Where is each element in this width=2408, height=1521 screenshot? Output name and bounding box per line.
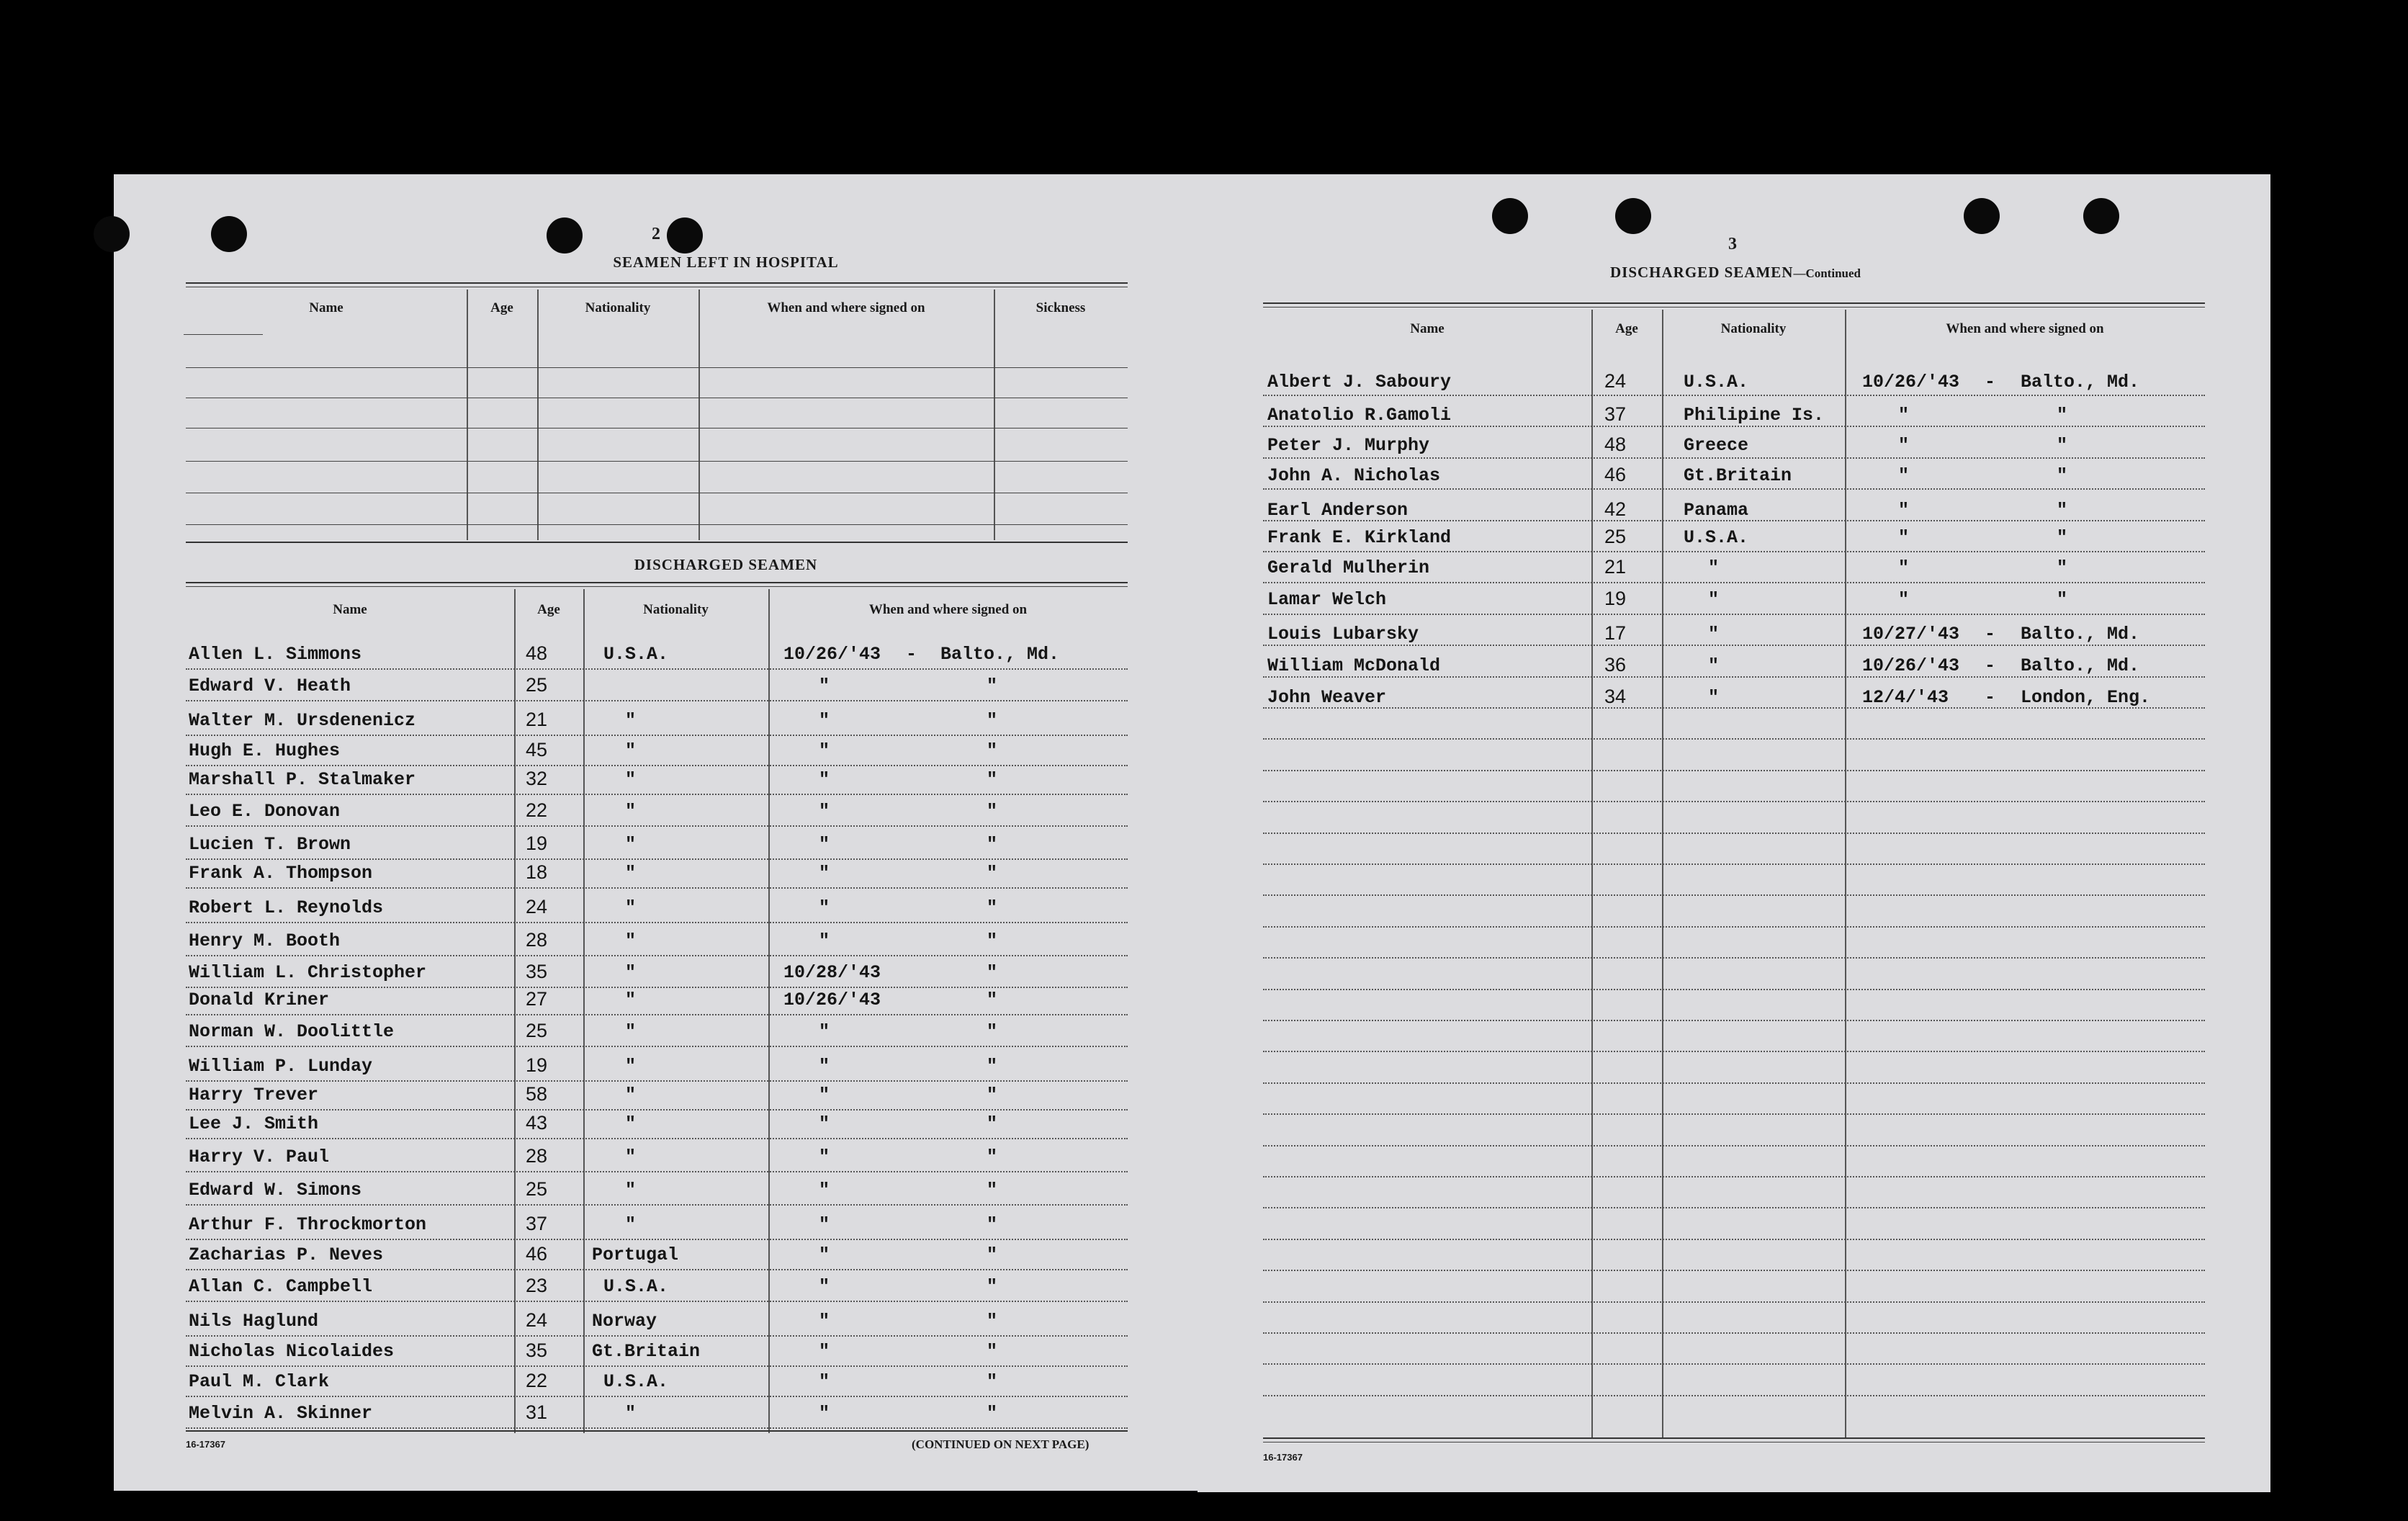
seaman-name: Edward W. Simons [189, 1180, 362, 1201]
row-line [1263, 1239, 2205, 1240]
row-line [1263, 1332, 2205, 1334]
table-top-rule [1263, 302, 2205, 304]
seaman-name: Melvin A. Skinner [189, 1403, 373, 1424]
seaman-name: Earl Anderson [1267, 500, 1409, 521]
column-header: Name [309, 300, 343, 315]
seaman-nationality: " [625, 930, 637, 951]
signed-on-date: " [819, 897, 830, 918]
signed-on-place: " [987, 1311, 998, 1332]
form-code: 16-17367 [1263, 1452, 1303, 1463]
signed-on-date: " [819, 1311, 830, 1332]
punch-hole [547, 217, 583, 254]
column-divider [698, 290, 700, 540]
seaman-name: Hugh E. Hughes [189, 740, 341, 761]
signed-on-date: " [819, 740, 830, 761]
table-bottom-rule [1263, 1437, 2205, 1439]
row-line [1263, 801, 2205, 802]
seaman-nationality: " [1708, 687, 1720, 708]
row-line [1263, 957, 2205, 959]
row-line [186, 922, 1128, 923]
punch-hole [1492, 198, 1528, 234]
seaman-age: 22 [526, 799, 548, 821]
seaman-nationality: " [625, 1214, 637, 1235]
row-line [186, 668, 1128, 670]
signed-on-place: " [987, 740, 998, 761]
column-header: Age [1615, 321, 1638, 336]
row-line [1263, 488, 2205, 490]
signed-on-place: " [987, 990, 998, 1010]
seaman-nationality: " [625, 1085, 637, 1105]
seaman-name: John Weaver [1267, 687, 1387, 708]
column-divider [994, 290, 995, 540]
signed-on-date: " [819, 1244, 830, 1265]
seaman-age: 43 [526, 1112, 548, 1134]
row-line [186, 1138, 1128, 1139]
row-line [1263, 770, 2205, 771]
row-line [1263, 1051, 2205, 1052]
column-header: Nationality [1720, 321, 1787, 336]
seaman-age: 25 [526, 674, 548, 696]
seaman-name: Walter M. Ursdenenicz [189, 710, 416, 731]
row-line [1263, 1113, 2205, 1115]
row-line [1263, 1270, 2205, 1271]
seaman-nationality: " [625, 834, 637, 855]
signed-on-date: " [1898, 405, 1910, 426]
signed-on-date: 10/26/'43 [1862, 655, 1960, 676]
seaman-nationality: Gt.Britain [592, 1341, 701, 1362]
seaman-name: Peter J. Murphy [1267, 435, 1430, 456]
signed-on-place: " [987, 962, 998, 983]
seaman-name: Robert L. Reynolds [189, 897, 384, 918]
seaman-nationality: " [1708, 589, 1720, 610]
seaman-name: Nicholas Nicolaides [189, 1341, 395, 1362]
seaman-age: 37 [526, 1213, 548, 1234]
column-header: Name [333, 602, 367, 617]
seaman-name: Anatolio R.Gamoli [1267, 405, 1452, 426]
seaman-name: Louis Lubarsky [1267, 624, 1419, 645]
seaman-age: 24 [526, 896, 548, 917]
signed-on-place: " [2057, 435, 2068, 456]
left-page [114, 174, 1198, 1491]
seaman-age: 23 [526, 1275, 548, 1296]
seaman-age: 46 [526, 1243, 548, 1265]
signed-on-dash: - [1985, 687, 1996, 708]
row-line [186, 794, 1128, 795]
row-line [1263, 426, 2205, 427]
seaman-age: 37 [1604, 403, 1627, 425]
row-line [1263, 926, 2205, 928]
signed-on-date: 10/26/'43 [783, 990, 881, 1010]
signed-on-place: " [987, 1403, 998, 1424]
seaman-nationality: " [625, 1056, 637, 1077]
seaman-nationality: " [625, 962, 637, 983]
row-line [186, 1204, 1128, 1206]
table-bottom-rule [186, 542, 1128, 543]
row-line [186, 700, 1128, 701]
seaman-nationality: " [625, 769, 637, 790]
row-line [1263, 707, 2205, 709]
signed-on-place: " [2057, 500, 2068, 521]
seaman-name: Allen L. Simmons [189, 644, 362, 665]
column-header: Name [1410, 321, 1445, 336]
seaman-name: William McDonald [1267, 655, 1441, 676]
seaman-age: 22 [526, 1370, 548, 1391]
seaman-name: Nils Haglund [189, 1311, 319, 1332]
table-row-line [186, 367, 1128, 368]
seaman-age: 48 [1604, 434, 1627, 455]
row-line [186, 1427, 1128, 1429]
signed-on-place: " [2057, 405, 2068, 426]
row-line [186, 1109, 1128, 1111]
page-number: 2 [652, 225, 660, 243]
seaman-nationality: Greece [1684, 435, 1749, 456]
seaman-name: Lamar Welch [1267, 589, 1387, 610]
seaman-nationality: U.S.A. [603, 1276, 669, 1297]
seaman-name: Zacharias P. Neves [189, 1244, 384, 1265]
column-header: When and where signed on [767, 300, 925, 315]
seaman-nationality: Norway [592, 1311, 657, 1332]
header-underline [184, 334, 263, 335]
row-line [1263, 614, 2205, 615]
signed-on-date: " [1898, 557, 1910, 578]
seaman-name: Frank E. Kirkland [1267, 527, 1452, 548]
row-line [1263, 676, 2205, 678]
seaman-age: 28 [526, 929, 548, 951]
column-header: When and where signed on [868, 602, 1028, 617]
row-line [1263, 863, 2205, 865]
signed-on-date: " [1898, 589, 1910, 610]
signed-on-date: " [819, 769, 830, 790]
signed-on-date: " [819, 1085, 830, 1105]
seaman-nationality: Gt.Britain [1684, 465, 1792, 486]
signed-on-date: 12/4/'43 [1862, 687, 1949, 708]
row-line [186, 1365, 1128, 1367]
signed-on-date: " [819, 1056, 830, 1077]
punch-hole [1615, 198, 1651, 234]
seaman-age: 27 [526, 988, 548, 1010]
column-header: Age [537, 602, 560, 617]
seaman-nationality: Portugal [592, 1244, 679, 1265]
row-line [1263, 738, 2205, 740]
column-header: Nationality [643, 602, 709, 617]
signed-on-place: " [987, 897, 998, 918]
signed-on-place: " [2057, 465, 2068, 486]
signed-on-date: 10/26/'43 [1862, 372, 1960, 392]
seaman-nationality: " [625, 801, 637, 822]
seaman-nationality: U.S.A. [1684, 527, 1749, 548]
seaman-age: 17 [1604, 622, 1627, 644]
punch-hole [2083, 198, 2119, 234]
seaman-age: 21 [526, 709, 548, 730]
row-line [1263, 1395, 2205, 1396]
seaman-nationality: U.S.A. [603, 644, 669, 665]
punch-hole [1964, 198, 2000, 234]
row-line [1263, 989, 2205, 990]
column-divider [537, 290, 539, 540]
seaman-nationality: " [625, 1147, 637, 1167]
signed-on-date: 10/27/'43 [1862, 624, 1960, 645]
signed-on-place: " [987, 834, 998, 855]
column-divider [768, 589, 770, 1433]
seaman-nationality: " [625, 1180, 637, 1201]
signed-on-place: " [987, 710, 998, 731]
signed-on-place: Balto., Md. [2021, 624, 2140, 645]
punch-hole [211, 216, 247, 252]
seaman-name: Edward V. Heath [189, 676, 351, 696]
signed-on-date: " [819, 1371, 830, 1392]
signed-on-place: " [987, 1113, 998, 1134]
seaman-name: Paul M. Clark [189, 1371, 330, 1392]
signed-on-place: " [987, 1180, 998, 1201]
row-line [1263, 1363, 2205, 1365]
table-row-line [186, 524, 1128, 525]
table-top-rule [1263, 307, 2205, 308]
page-number: 3 [1728, 235, 1737, 254]
signed-on-place: " [2057, 557, 2068, 578]
table-top-rule [186, 282, 1128, 284]
seaman-nationality: U.S.A. [603, 1371, 669, 1392]
signed-on-place: " [987, 1276, 998, 1297]
row-line [1263, 833, 2205, 834]
signed-on-date: " [819, 1403, 830, 1424]
seaman-nationality: " [625, 1113, 637, 1134]
row-line [186, 987, 1128, 988]
signed-on-date: " [1898, 500, 1910, 521]
signed-on-place: Balto., Md. [2021, 655, 2140, 676]
signed-on-date: " [819, 1341, 830, 1362]
row-line [1263, 520, 2205, 521]
row-line [186, 1301, 1128, 1302]
hospital-section-title: SEAMEN LEFT IN HOSPITAL [613, 254, 839, 271]
signed-on-dash: - [1985, 655, 1996, 676]
signed-on-dash: - [906, 644, 917, 665]
seaman-age: 32 [526, 768, 548, 789]
seaman-name: Lucien T. Brown [189, 834, 351, 855]
column-divider [583, 589, 585, 1433]
seaman-age: 58 [526, 1083, 548, 1105]
row-line [1263, 1301, 2205, 1303]
signed-on-date: 10/28/'43 [783, 962, 881, 983]
signed-on-date: " [819, 1113, 830, 1134]
row-line [186, 1239, 1128, 1240]
seaman-name: Harry Trever [189, 1085, 319, 1105]
signed-on-place: " [987, 1021, 998, 1042]
seaman-age: 18 [526, 861, 548, 883]
signed-on-date: " [819, 676, 830, 696]
seaman-age: 24 [526, 1309, 548, 1331]
row-line [1263, 645, 2205, 646]
signed-on-date: " [1898, 527, 1910, 548]
seaman-age: 19 [526, 833, 548, 854]
column-divider [467, 290, 468, 540]
seaman-age: 48 [526, 642, 548, 664]
seaman-nationality: Panama [1684, 500, 1749, 521]
signed-on-date: " [819, 801, 830, 822]
signed-on-place: " [987, 1371, 998, 1392]
signed-on-dash: - [1985, 624, 1996, 645]
seaman-nationality: " [625, 863, 637, 884]
signed-on-place: " [987, 769, 998, 790]
seaman-name: Leo E. Donovan [189, 801, 341, 822]
seaman-age: 25 [526, 1020, 548, 1041]
seaman-name: Albert J. Saboury [1267, 372, 1452, 392]
table-bottom-rule [1263, 1442, 2205, 1443]
discharged-section-title: DISCHARGED SEAMEN [634, 556, 818, 573]
table-row-line [186, 461, 1128, 462]
column-divider [514, 589, 516, 1433]
seaman-age: 42 [1604, 498, 1627, 520]
seaman-age: 31 [526, 1401, 548, 1423]
seaman-nationality: U.S.A. [1684, 372, 1749, 392]
row-line [186, 1080, 1128, 1082]
signed-on-dash: - [1985, 372, 1996, 392]
seaman-name: Henry M. Booth [189, 930, 341, 951]
table-bottom-rule [186, 1430, 1128, 1432]
signed-on-place: " [2057, 589, 2068, 610]
seaman-age: 35 [526, 1340, 548, 1361]
seaman-nationality: " [625, 740, 637, 761]
signed-on-date: " [819, 1180, 830, 1201]
row-line [186, 858, 1128, 860]
seaman-name: Allan C. Campbell [189, 1276, 373, 1297]
column-header: Age [490, 300, 513, 315]
row-line [1263, 1082, 2205, 1084]
signed-on-date: " [1898, 465, 1910, 486]
seaman-nationality: " [625, 1403, 637, 1424]
signed-on-place: " [987, 1341, 998, 1362]
signed-on-place: " [987, 676, 998, 696]
row-line [186, 955, 1128, 956]
seaman-nationality: " [1708, 655, 1720, 676]
seaman-nationality: " [1708, 557, 1720, 578]
table-top-rule [186, 582, 1128, 583]
row-line [186, 765, 1128, 766]
table-row-line [186, 428, 1128, 429]
continued-section-title [1519, 264, 1951, 282]
seaman-age: 25 [1604, 526, 1627, 547]
signed-on-place: " [2057, 527, 2068, 548]
row-line [186, 735, 1128, 736]
seaman-nationality: " [625, 1021, 637, 1042]
section-title-text: DISCHARGED SEAMEN [1610, 264, 1794, 281]
row-line [1263, 457, 2205, 459]
signed-on-place: London, Eng. [2021, 687, 2151, 708]
column-header: When and where signed on [1946, 321, 2104, 336]
seaman-name: John A. Nicholas [1267, 465, 1441, 486]
signed-on-date: " [819, 930, 830, 951]
table-top-rule [186, 586, 1128, 587]
row-line [1263, 395, 2205, 396]
row-line [186, 1396, 1128, 1397]
seaman-name: Harry V. Paul [189, 1147, 330, 1167]
row-line [186, 1014, 1128, 1015]
seaman-age: 25 [526, 1178, 548, 1200]
row-line [1263, 1145, 2205, 1147]
seaman-age: 19 [526, 1054, 548, 1076]
row-line [186, 1269, 1128, 1270]
seaman-age: 45 [526, 739, 548, 760]
seaman-age: 21 [1604, 556, 1627, 578]
signed-on-date: " [819, 1147, 830, 1167]
seaman-name: William L. Christopher [189, 962, 427, 983]
row-line [1263, 1207, 2205, 1208]
signed-on-place: " [987, 1085, 998, 1105]
seaman-age: 35 [526, 961, 548, 982]
signed-on-place: " [987, 1147, 998, 1167]
seaman-name: Lee J. Smith [189, 1113, 319, 1134]
signed-on-place: " [987, 1056, 998, 1077]
section-title-suffix: —Continued [1793, 266, 1861, 280]
row-line [186, 825, 1128, 827]
signed-on-place: " [987, 863, 998, 884]
continued-note: (CONTINUED ON NEXT PAGE) [912, 1437, 1090, 1451]
seaman-name: Norman W. Doolittle [189, 1021, 395, 1042]
row-line [1263, 582, 2205, 583]
seaman-name: Gerald Mulherin [1267, 557, 1430, 578]
signed-on-date: " [1898, 435, 1910, 456]
seaman-name: Donald Kriner [189, 990, 330, 1010]
signed-on-place: " [987, 801, 998, 822]
signed-on-place: " [987, 1244, 998, 1265]
signed-on-date: " [819, 1214, 830, 1235]
seaman-nationality: " [625, 897, 637, 918]
seaman-age: 19 [1604, 588, 1627, 609]
seaman-nationality: " [625, 990, 637, 1010]
signed-on-date: " [819, 710, 830, 731]
seaman-nationality: " [625, 710, 637, 731]
row-line [1263, 894, 2205, 896]
column-header: Sickness [1035, 300, 1086, 315]
signed-on-date: " [819, 863, 830, 884]
seaman-name: Marshall P. Stalmaker [189, 769, 416, 790]
signed-on-date: " [819, 834, 830, 855]
column-header: Nationality [585, 300, 651, 315]
row-line [186, 887, 1128, 889]
row-line [186, 1046, 1128, 1047]
seaman-age: 24 [1604, 370, 1627, 392]
row-line [1263, 551, 2205, 552]
seaman-age: 36 [1604, 654, 1627, 676]
signed-on-place: " [987, 1214, 998, 1235]
seaman-age: 28 [526, 1145, 548, 1167]
signed-on-date: " [819, 1276, 830, 1297]
seaman-age: 46 [1604, 464, 1627, 485]
seaman-name: William P. Lunday [189, 1056, 373, 1077]
row-line [186, 1335, 1128, 1337]
row-line [186, 1171, 1128, 1172]
signed-on-date: " [819, 1021, 830, 1042]
seaman-nationality: Philipine Is. [1684, 405, 1825, 426]
form-code: 16-17367 [186, 1439, 225, 1450]
seaman-age: 34 [1604, 686, 1627, 707]
punch-hole [94, 216, 130, 252]
seaman-nationality: " [1708, 624, 1720, 645]
row-line [1263, 1020, 2205, 1021]
seaman-name: Arthur F. Throckmorton [189, 1214, 427, 1235]
seaman-name: Frank A. Thompson [189, 863, 373, 884]
right-page [1198, 174, 2270, 1492]
row-line [1263, 1176, 2205, 1177]
signed-on-place: Balto., Md. [940, 644, 1060, 665]
signed-on-date: 10/26/'43 [783, 644, 881, 665]
signed-on-place: " [987, 930, 998, 951]
signed-on-place: Balto., Md. [2021, 372, 2140, 392]
